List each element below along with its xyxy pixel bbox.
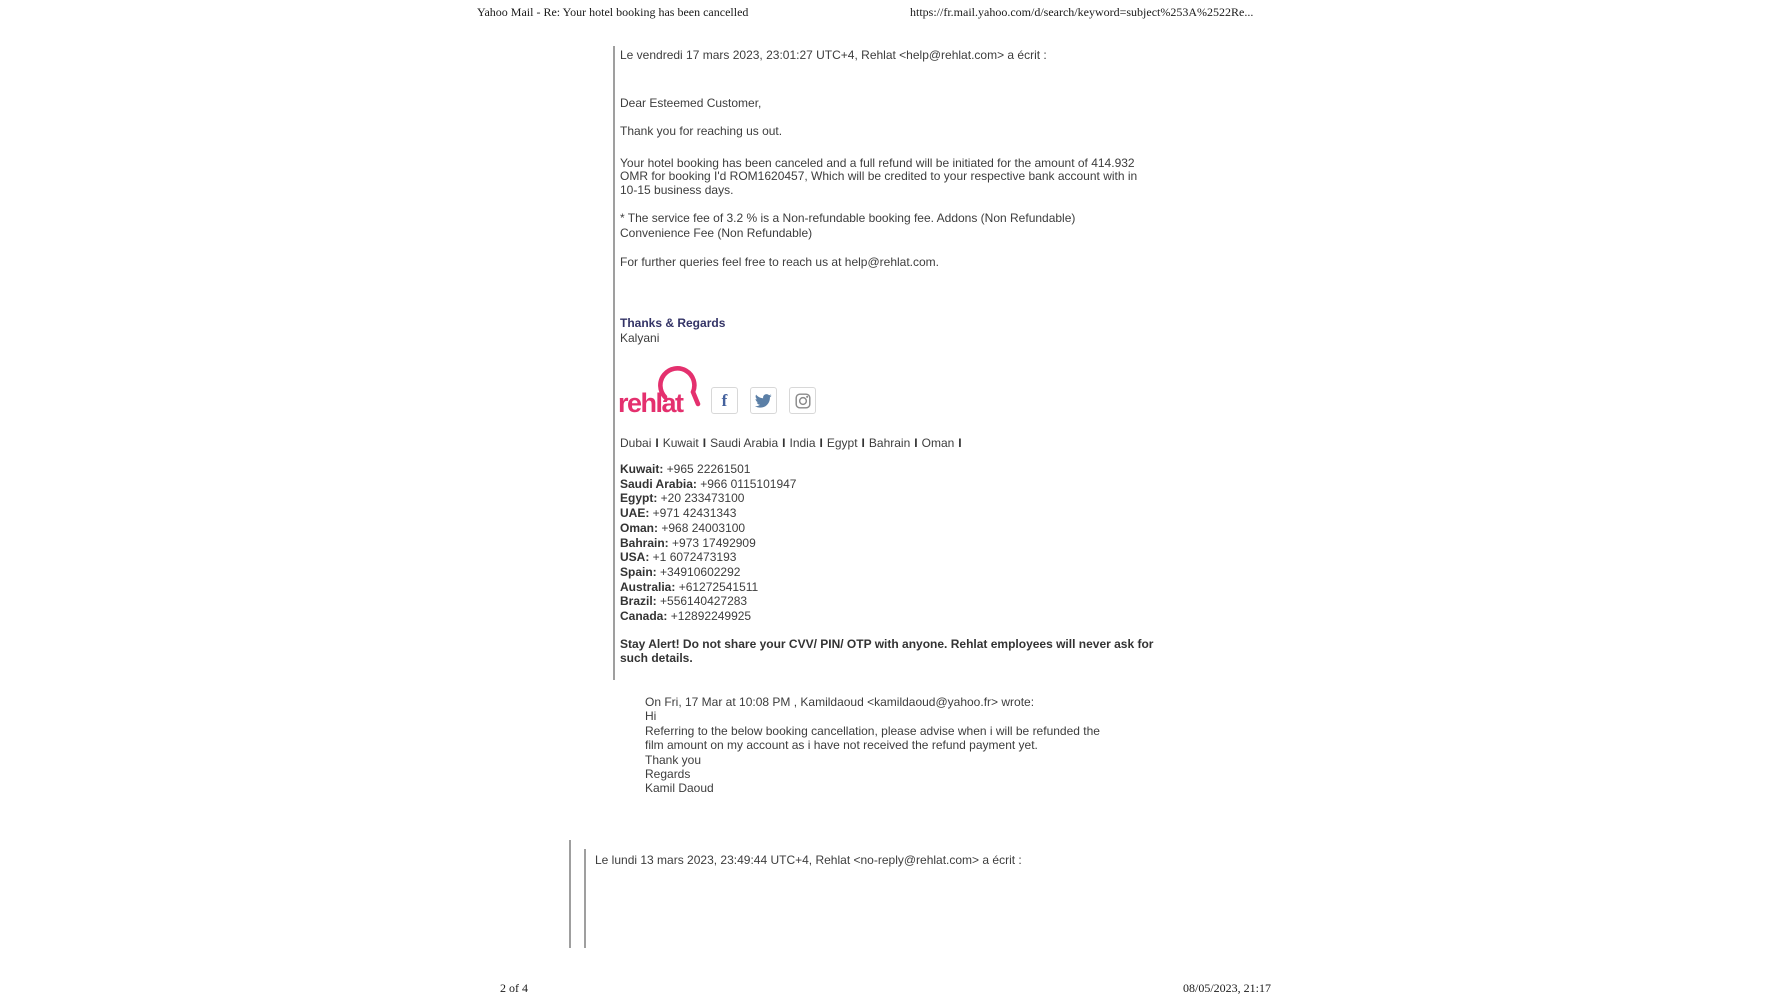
service-fee-paragraph (620, 211, 1075, 240)
country-separator: I (819, 436, 823, 450)
phone-row (620, 550, 796, 565)
phone-country-label: Australia: (620, 579, 679, 594)
country-name: Egypt (826, 436, 858, 450)
country-name: India (789, 436, 816, 450)
phone-country-label: Spain: (620, 564, 661, 579)
rehlat-logo[interactable]: rehlat (618, 388, 683, 418)
facebook-icon[interactable]: f (711, 387, 738, 414)
phone-country-label: Brazil: (620, 594, 661, 609)
phone-number: +1 6072473193 (652, 550, 737, 565)
phone-number: +968 24003100 (661, 520, 746, 535)
bottom-attribution-line: Le lundi 13 mars 2023, 23:49:44 UTC+4, Rehlat <no-reply@rehlat.com> a écrit : (595, 853, 1022, 867)
text-line: Thank you (645, 752, 702, 767)
phone-number: +12892249925 (670, 609, 752, 624)
greeting-line: Dear Esteemed Customer, (620, 96, 762, 110)
phone-row (620, 462, 796, 477)
phone-country-label: Saudi Arabia: (620, 476, 701, 491)
country-name: Bahrain (868, 436, 911, 450)
country-name: Saudi Arabia (710, 436, 779, 450)
signature-name: Kalyani (620, 331, 660, 345)
phone-number: +965 22261501 (666, 462, 751, 476)
bottom-quote-border-inner (584, 849, 586, 948)
phone-list (620, 462, 796, 624)
attribution-line: Le vendredi 17 mars 2023, 23:01:27 UTC+4, Rehlat <help@rehlat.com> a écrit : (620, 48, 1047, 62)
country-separator: I (958, 436, 962, 450)
text-line: * The service fee of 3.2 % is a Non-refundable booking fee. Addons (Non Refundable) (620, 211, 1076, 225)
signoff-line: Thanks & Regards (620, 316, 726, 330)
print-header-title: Yahoo Mail - Re: Your hotel booking has been cancelled (477, 5, 749, 19)
customer-quoted-message (645, 695, 1100, 796)
phone-number: +973 17492909 (672, 535, 756, 550)
print-header-url: https://fr.mail.yahoo.com/d/search/keyword=subject%253A%2522Re... (910, 5, 1254, 19)
phone-row (620, 521, 796, 536)
phone-number: +61272541511 (678, 579, 759, 594)
text-line: film amount on my account as i have not received the refund payment yet. (645, 738, 1038, 753)
phone-row (620, 594, 796, 609)
country-separator: I (914, 436, 918, 450)
quote-border-level1 (613, 46, 615, 680)
phone-country-label: Canada: (620, 609, 671, 624)
further-queries-line: For further queries feel free to reach us at help@rehlat.com. (620, 255, 940, 269)
phone-row (620, 491, 796, 506)
country-name: Oman (921, 436, 955, 450)
phone-number: +20 233473100 (660, 491, 745, 506)
phone-country-label: Oman: (620, 520, 662, 535)
text-line: 10-15 business days. (620, 182, 734, 197)
text-line: Referring to the below booking cancellation, please advise when i will be refunded the (645, 723, 1100, 738)
country-separator: I (782, 436, 786, 450)
phone-number: +971 42431343 (652, 506, 737, 521)
phone-number: +556140427283 (660, 594, 748, 609)
text-line: Your hotel booking has been canceled and a full refund will be initiated for the amount of 414.932 (620, 156, 1135, 170)
country-separator: I (702, 436, 707, 450)
phone-country-label: USA: (620, 550, 653, 565)
phone-row (620, 580, 796, 595)
phone-row (620, 477, 796, 492)
text-line: Convenience Fee (Non Refundable) (620, 225, 813, 240)
phone-country-label: Bahrain: (620, 535, 673, 550)
country-line (620, 436, 966, 450)
country-separator: I (861, 436, 865, 450)
phone-row (620, 565, 796, 580)
twitter-icon[interactable] (750, 387, 777, 414)
text-line: such details. (620, 650, 693, 665)
footer-page-number: 2 of 4 (500, 981, 528, 995)
country-name: Dubai (620, 436, 652, 450)
text-line: Stay Alert! Do not share your CVV/ PIN/ OTP with anyone. Rehlat employees will never ask for (620, 637, 1154, 651)
phone-row (620, 536, 796, 551)
text-line: On Fri, 17 Mar at 10:08 PM , Kamildaoud <kamildaoud@yahoo.fr> wrote: (645, 695, 1035, 709)
instagram-icon[interactable] (789, 387, 816, 414)
phone-country-label: UAE: (620, 506, 653, 521)
stay-alert-warning (620, 638, 1153, 666)
text-line: OMR for booking I'd ROM1620457, Which will be credited to your respective bank account with in (620, 169, 1138, 184)
footer-datetime: 08/05/2023, 21:17 (1183, 981, 1272, 995)
thanks-line: Thank you for reaching us out. (620, 124, 783, 138)
phone-country-label: Kuwait: (620, 462, 667, 476)
text-line: Kamil Daoud (645, 781, 714, 796)
phone-number: +34910602292 (660, 564, 741, 579)
text-line: Hi (645, 709, 657, 724)
phone-row (620, 609, 796, 624)
rehlat-logo-swoosh-icon (650, 357, 712, 413)
phone-number: +966 0115101947 (700, 476, 797, 491)
bottom-quote-border-outer (569, 840, 571, 948)
text-line: Regards (645, 767, 691, 782)
country-name: Kuwait (662, 436, 699, 450)
country-separator: I (655, 436, 659, 450)
phone-row (620, 506, 796, 521)
phone-country-label: Egypt: (620, 491, 661, 506)
refund-paragraph (620, 157, 1137, 197)
